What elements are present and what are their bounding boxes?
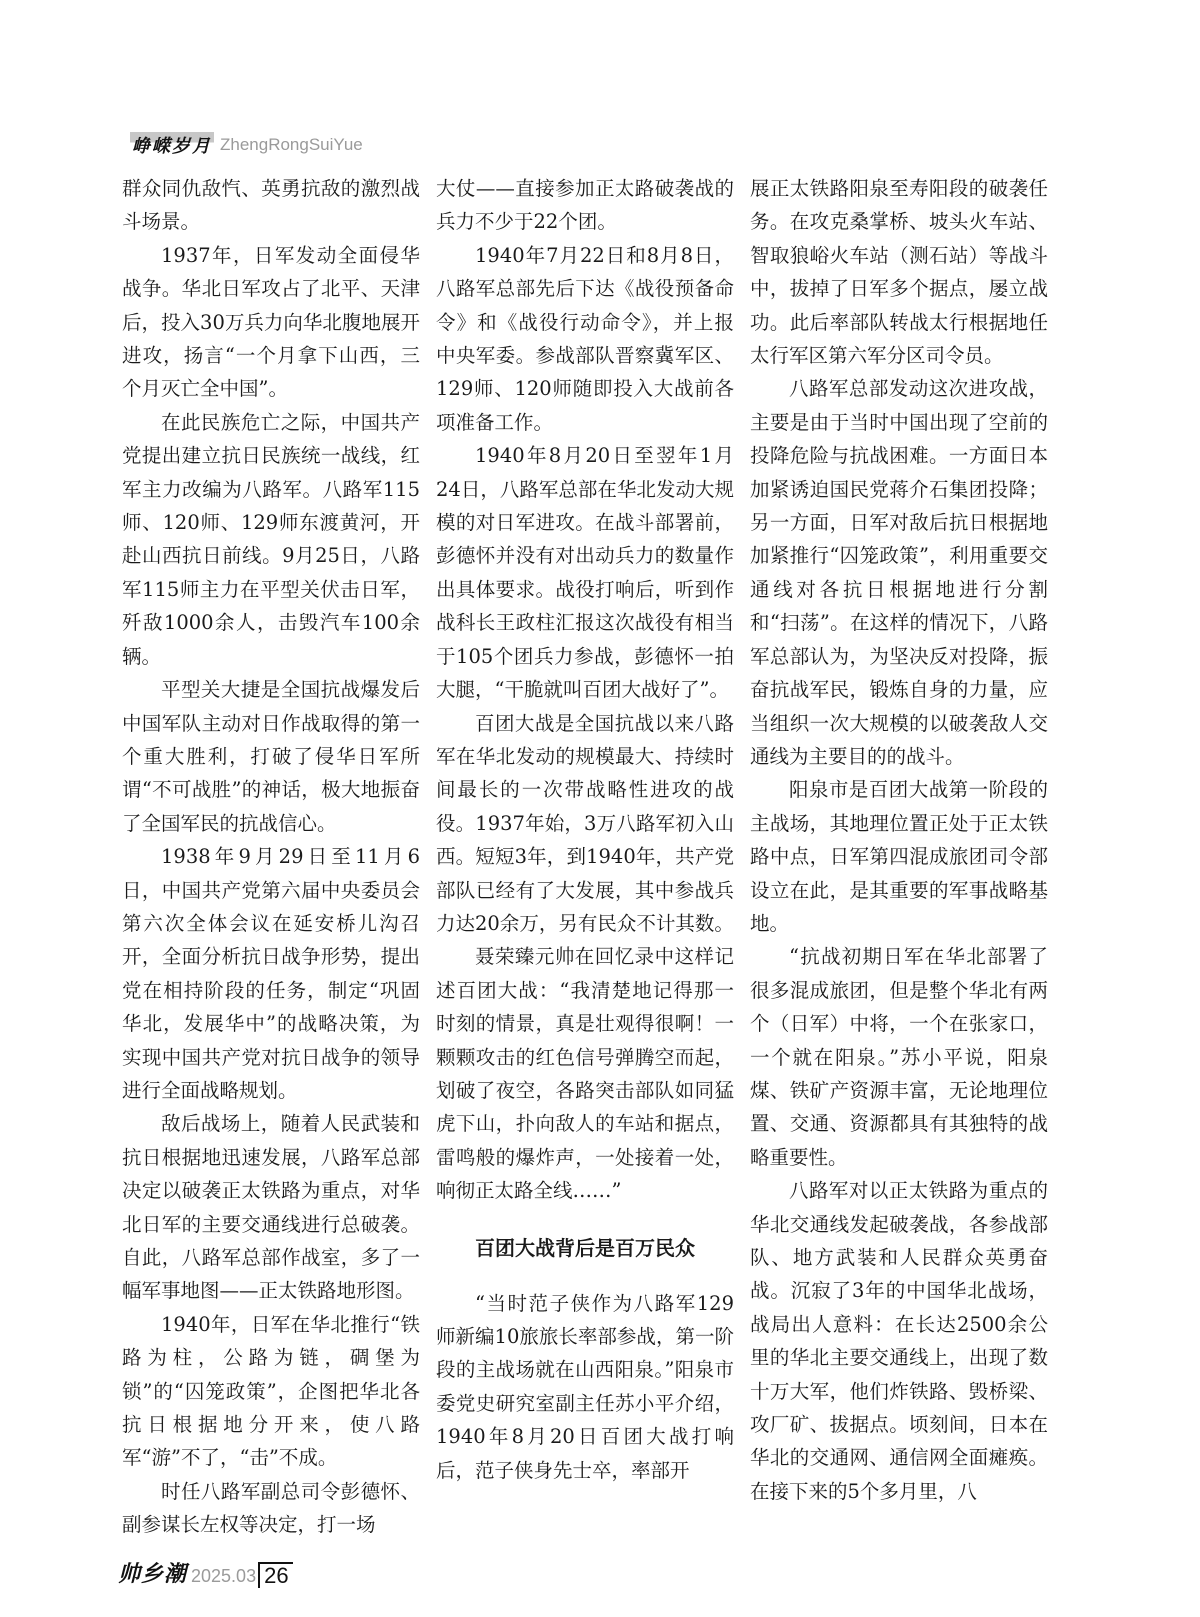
article-paragraph: “当时范子侠作为八路军129师新编10旅旅长率部参战，第一阶段的主战场就在山西阳泉。”阳泉市委党史研究室副主任苏小平介绍，1940年8月20日百团大战打响后，范子侠身先士卒，率部开: [436, 1291, 734, 1482]
issue-number: 2025.03: [191, 1566, 257, 1586]
article-paragraph: 1940年，日军在华北推行“铁路为柱，公路为链，碉堡为锁”的“囚笼政策”，企图把华北各抗日根据地分开来，使八路军“游”不了，“击”不成。: [122, 1312, 420, 1470]
article-paragraph: 1937年，日军发动全面侵华战争。华北日军攻占了北平、天津后，投入30万兵力向华北腹地展开进攻，扬言“一个月拿下山西，三个月灭亡全中国”。: [122, 243, 420, 401]
page-number: 26: [258, 1562, 292, 1588]
article-paragraph: 敌后战场上，随着人民武装和抗日根据地迅速发展，八路军总部决定以破袭正太铁路为重点，对华北日军的主要交通线进行总破袭。自此，八路军总部作战室，多了一幅军事地图——正太铁路地形图。: [122, 1112, 420, 1303]
section-heading: 百团大战背后是百万民众: [475, 1235, 695, 1260]
article-paragraph: 大仗——直接参加正太路破袭战的兵力不少于22个团。: [436, 177, 734, 234]
article-paragraph: 在此民族危亡之际，中国共产党提出建立抗日民族统一战线，红军主力改编为八路军。八路军115师、120师、129师东渡黄河，开赴山西抗日前线。9月25日，八路军115师主力在平型关伏击日军，歼敌1000余人，击毁汽车100余辆。: [122, 410, 420, 668]
article-paragraph: 1940年8月20日至翌年1月24日，八路军总部在华北发动大规模的对日军进攻。在战斗部署前，彭德怀并没有对出动兵力的数量作出具体要求。战役打响后，听到作战科长王政柱汇报这次战役有相当于105个团兵力参战，彭德怀一拍大腿，“干脆就叫百团大战好了”。: [436, 444, 734, 702]
article-paragraph: 八路军总部发动这次进攻战，主要是由于当时中国出现了空前的投降危险与抗战困难。一方面日本加紧诱迫国民党蒋介石集团投降；另一方面，日军对敌后抗日根据地加紧推行“囚笼政策”，利用重要交通线对各抗日根据地进行分割和“扫荡”。在这样的情况下，八路军总部认为，为坚决反对投降，振奋抗战军民，锻炼自身的力量，应当组织一次大规模的以破袭敌人交通线为主要目的的战斗。: [750, 377, 1048, 768]
article-paragraph: 聂荣臻元帅在回忆录中这样记述百团大战：“我清楚地记得那一时刻的情景，真是壮观得很啊！一颗颗攻击的红色信号弹腾空而起，划破了夜空，各路突击部队如同猛虎下山，扑向敌人的车站和据点，雷鸣般的爆炸声，一处接着一处，响彻正太路全线……”: [436, 945, 734, 1203]
page-footer: [118, 1557, 293, 1588]
magazine-logo: 帅乡潮: [118, 1561, 188, 1587]
section-latin-name: ZhengRongSuiYue: [220, 135, 363, 154]
article-paragraph: 时任八路军副总司令彭德怀、副参谋长左权等决定，打一场: [122, 1479, 420, 1537]
article-paragraph: 八路军对以正太铁路为重点的华北交通线发起破袭战，各参战部队、地方武装和人民群众英勇奋战。沉寂了3年的中国华北战场，战局出人意料：在长达2500余公里的华北主要交通线上，出现了数十万大军，他们炸铁路、毁桥梁、攻厂矿、拔据点。顷刻间，日本在华北的交通网、通信网全面瘫痪。在接下来的5个多月里，八: [750, 1179, 1048, 1503]
page-header: [130, 132, 363, 158]
article-paragraph: 1938年9月29日至11月6日，中国共产党第六届中央委员会第六次全体会议在延安桥儿沟召开，全面分析抗日战争形势，提出党在相持阶段的任务，制定“巩固华北，发展华中”的战略决策，为实现中国共产党对抗日战争的领导进行全面战略规划。: [122, 845, 420, 1102]
article-column-2: [436, 172, 734, 1512]
article-body: [122, 172, 1048, 1537]
article-paragraph: 百团大战是全国抗战以来八路军在华北发动的规模最大、持续时间最长的一次带战略性进攻的战役。1937年始，3万八路军初入山西。短短3年，到1940年，共产党部队已经有了大发展，其中参战兵力达20余万，另有民众不计其数。: [436, 711, 734, 935]
article-column-3: [750, 172, 1048, 1512]
article-column-1: [122, 172, 420, 1537]
article-paragraph: 展正太铁路阳泉至寿阳段的破袭任务。在攻克桑掌桥、坡头火车站、智取狼峪火车站（测石站）等战斗中，拔掉了日军多个据点，屡立战功。此后率部队转战太行根据地任太行军区第六军分区司令员。: [750, 177, 1048, 368]
article-paragraph: 1940年7月22日和8月8日，八路军总部先后下达《战役预备命令》和《战役行动命令》，并上报中央军委。参战部队晋察冀军区、129师、120师随即投入大战前各项准备工作。: [436, 243, 734, 434]
article-paragraph: 群众同仇敌忾、英勇抗敌的激烈战斗场景。: [122, 177, 420, 234]
article-paragraph: 阳泉市是百团大战第一阶段的主战场，其地理位置正处于正太铁路中点，日军第四混成旅团司令部设立在此，是其重要的军事战略基地。: [750, 778, 1048, 935]
section-logo: 峥嵘岁月: [130, 132, 214, 158]
article-paragraph: 平型关大捷是全国抗战爆发后中国军队主动对日作战取得的第一个重大胜利，打破了侵华日军所谓“不可战胜”的神话，极大地振奋了全国军民的抗战信心。: [122, 678, 420, 835]
article-paragraph: “抗战初期日军在华北部署了很多混成旅团，但是整个华北有两个（日军）中将，一个在张家口，一个就在阳泉。”苏小平说，阳泉煤、铁矿产资源丰富，无论地理位置、交通、资源都具有其独特的战略重要性。: [750, 945, 1048, 1169]
